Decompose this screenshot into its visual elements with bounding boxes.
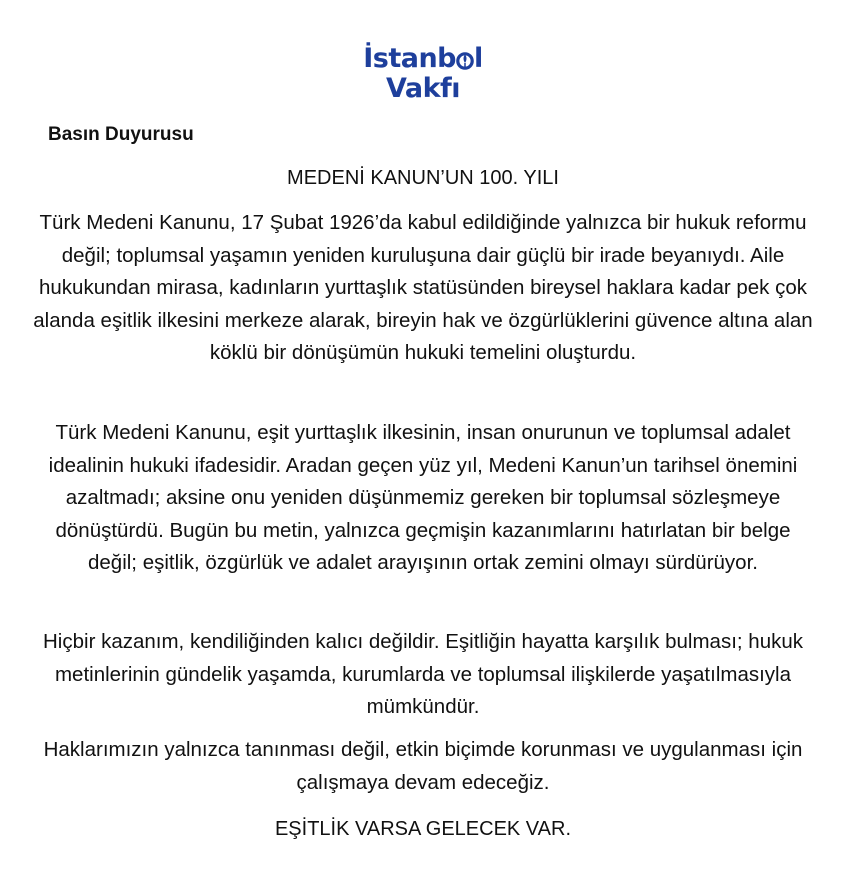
logo-line-2: Vakfı (385, 73, 461, 104)
paragraph-4: Haklarımızın yalnızca tanınması değil, etkin biçimde korunması ve uygulanması için çalışmaya devam edeceğiz. (43, 738, 803, 794)
paragraph-2: Türk Medeni Kanunu, eşit yurttaşlık ilkesinin, insan onurunun ve toplumsal adalet idealinin hukuki ifadesidir. Aradan geçen yüz yıl, Medeni Kanun’un tarihsel önemini azaltmadı; aksine onu yeniden düşünmemiz gereken bir toplumsal sözleşmeye dönüştürdü. Bugün bu metin, yalnızca geçmişin kazanımlarını hatırlatan bir belge değil; eşitlik, özgürlük ve adalet arayışının ortak zemini olmayı sürdürüyor. (48, 421, 798, 574)
tulip-o-icon (456, 48, 474, 70)
logo-line-1 (0, 44, 846, 74)
logo-line-1-suffix: l (474, 43, 483, 74)
paragraph-1: Türk Medeni Kanunu, 17 Şubat 1926’da kabul edildiğinde yalnızca bir hukuk reformu değil; toplumsal yaşamın yeniden kuruluşuna dair güçlü bir irade beyanıydı. Aile hukukundan mirasa, kadınların yurttaşlık statüsünden bireysel haklara kadar pek çok alanda eşitlik ilkesini merkeze alarak, bireyin hak ve özgürlüklerini güvence altına alan köklü bir dönüşümün hukuki temelini oluşturdu. (33, 211, 813, 364)
paragraph-3: Hiçbir kazanım, kendiliğinden kalıcı değildir. Eşitliğin hayatta karşılık bulması; hukuk metinlerinin gündelik yaşamda, kurumlarda ve toplumsal ilişkilerde yaşatılmasıyla mümkündür. (43, 630, 803, 718)
press-release-label: Basın Duyurusu (48, 124, 194, 145)
istanbul-vakfi-logo (0, 44, 846, 104)
logo-line-1-prefix: İstanb (363, 43, 457, 74)
headline: MEDENİ KANUN’UN 100. YILI (287, 167, 559, 189)
closing-slogan: EŞİTLİK VARSA GELECEK VAR. (274, 818, 572, 840)
